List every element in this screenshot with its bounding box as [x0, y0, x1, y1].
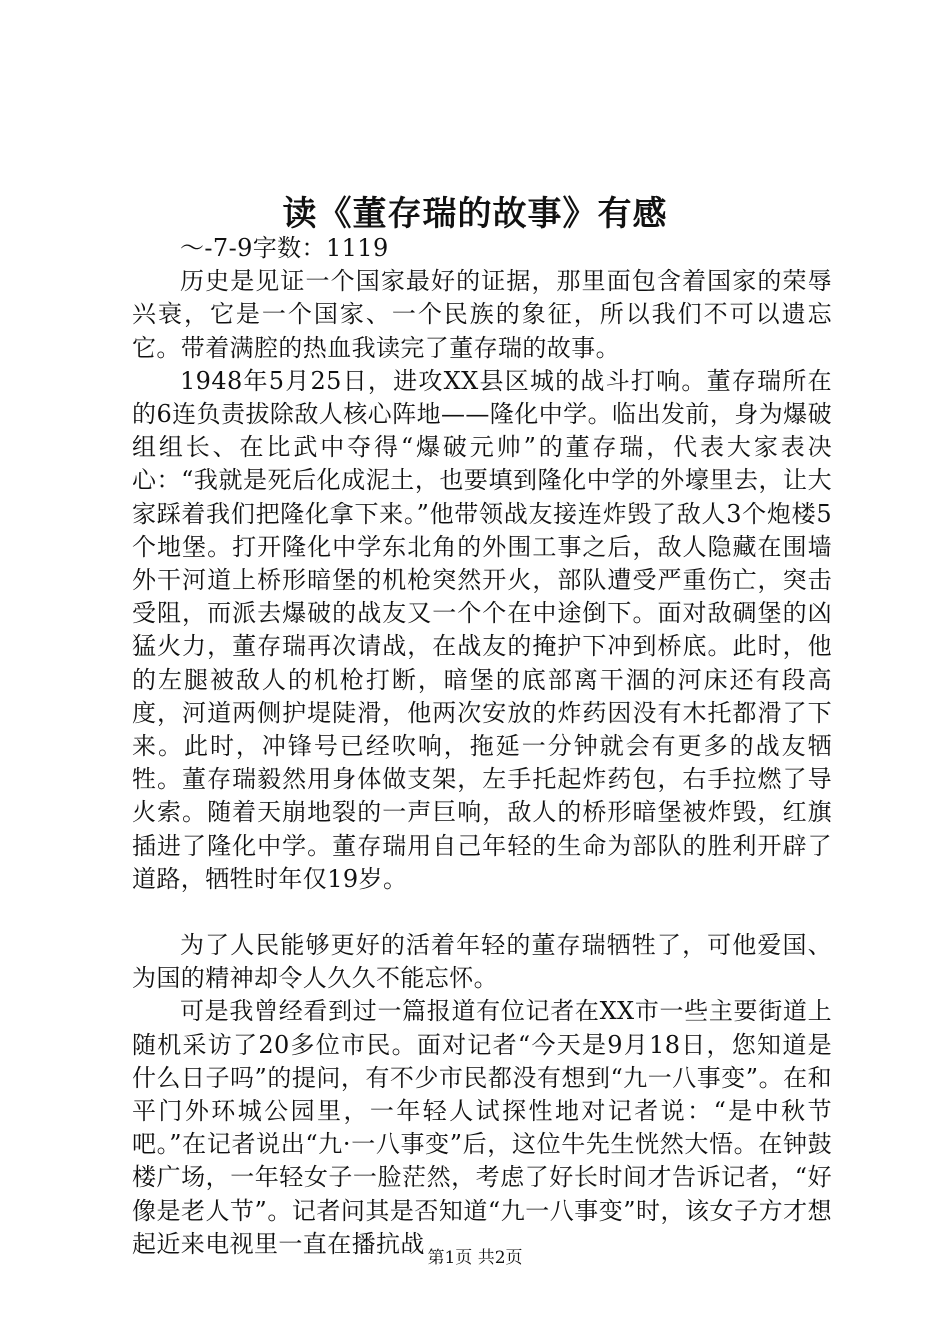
paragraph-2: 1948年5月25日，进攻XX县区城的战斗打响。董存瑞所在的6连负责拔除敌人核心阵地——隆化中学。临出发前，身为爆破组组长、在比武中夺得“爆破元帅”的董存瑞，代表大家表决心：“我就是死后化成泥土，也要填到隆化中学的外壕里去，让大家踩着我们把隆化拿下来。”他带领战友接连炸毁了敌人3个炮楼5个地堡。打开隆化中学东北角的外围工事之后，敌人隐藏在围墙外干河道上桥形暗堡的机枪突然开火，部队遭受严重伤亡，突击受阻，而派去爆破的战友又一个个在中途倒下。面对敌碉堡的凶猛火力，董存瑞再次请战，在战友的掩护下冲到桥底。此时，他的左腿被敌人的机枪打断，暗堡的底部离干涸的河床还有段高度，河道两侧护堤陡滑，他两次安放的炸药因没有木托都滑了下来。此时，冲锋号已经吹响，拖延一分钟就会有更多的战友牺牲。董存瑞毅然用身体做支架，左手托起炸药包，右手拉燃了导火索。随着天崩地裂的一声巨响，敌人的桥形暗堡被炸毁，红旗插进了隆化中学。董存瑞用自己年轻的生命为部队的胜利开辟了道路，牺牲时年仅19岁。 [132, 366, 832, 893]
paragraph-gap [132, 896, 832, 929]
document-title: 读《董存瑞的故事》有感 [282, 194, 668, 234]
page-footer: 第1页 共2页 [427, 1248, 523, 1268]
paragraph-3: 为了人民能够更好的活着年轻的董存瑞牺牲了，可他爱国、为国的精神却令人久久不能忘怀。 [132, 931, 832, 993]
document-meta: ～-7-9字数：1119 [180, 234, 389, 262]
paragraph-4: 可是我曾经看到过一篇报道有位记者在XX市一些主要街道上随机采访了20多位市民。面对记者“今天是9月18日，您知道是什么日子吗”的提问，有不少市民都没有想到“九一八事变”。在和平门外环城公园里，一年轻人试探性地对记者说：“是中秋节吧。”在记者说出“九·一八事变”后，这位牛先生恍然大悟。在钟鼓楼广场，一年轻女子一脸茫然，考虑了好长时间才告诉记者，“好像是老人节”。记者问其是否知道“九一八事变”时，该女子方才想起近来电视里一直在播抗战 [132, 997, 832, 1258]
document-body [132, 232, 832, 1261]
paragraph-1: 历史是见证一个国家最好的证据，那里面包含着国家的荣辱兴衰，它是一个国家、一个民族的象征，所以我们不可以遗忘它。带着满腔的热血我读完了董存瑞的故事。 [132, 267, 832, 362]
